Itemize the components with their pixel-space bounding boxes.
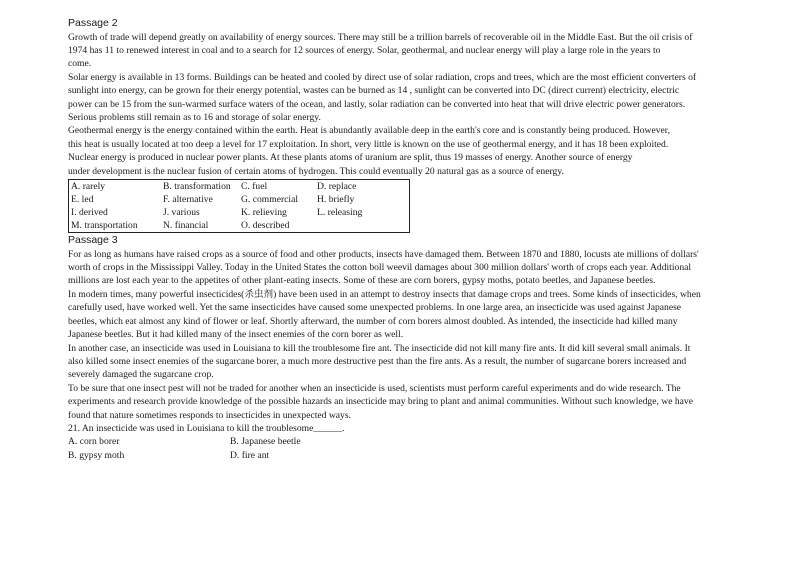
passage-2-line: Solar energy is available in 13 forms. Buildings can be heated and cooled by direct use of solar radiation, crops and trees, which are the most efficient converters of (68, 71, 697, 83)
passage-2-line: Geothermal energy is the energy contained within the earth. Heat is abundantly available deep in the earth's core and is constantly being produced. However, (68, 125, 670, 137)
word-options-table (68, 179, 410, 233)
passage-2-line: come. (68, 58, 92, 70)
passage-3-line: experiments and research provide knowledge of the possible hazards an insecticide may bring to plant and animal communities. Without such knowledge, we have (68, 396, 693, 408)
passage-3-line: beetles, which eat almost any kind of flower or leaf. Shortly afterward, the number of corn borers almost doubled. As intended, the insecticide had killed many (68, 315, 678, 327)
passage-2-line: under development is the nuclear fusion of certain atoms of hydrogen. This could eventually 20 natural gas as a source of energy. (68, 165, 564, 177)
options-row (69, 180, 410, 194)
passage-3-line: To be sure that one insect pest will not be traded for another when an insecticide is used, scientists must perform careful experiments and do wide research. The (68, 382, 681, 394)
word-option: E. led (71, 194, 94, 206)
passage-3-line: also killed some insect enemies of the sugarcane borer, a much more destructive pest than the fire ants. As a result, the number of sugarcane borers increased and (68, 355, 687, 367)
passage-2-body (68, 31, 730, 178)
answer-option[interactable]: B. gypsy moth (68, 449, 125, 461)
word-option (315, 219, 410, 233)
answer-option[interactable]: D. fire ant (230, 449, 270, 461)
word-option: K. relieving (241, 207, 287, 219)
passage-3-body (68, 248, 730, 422)
passage-3-line: In modern times, many powerful insecticides(杀虫剂) have been used in an attempt to destroy insects that damage crops and trees. Some kinds of insecticides, when (68, 288, 701, 300)
passage-2-line: sunlight into energy, can be grown for their energy potential, wastes can be burned as 14 , sunlight can be converted into DC (direct current) electricity, electric (68, 85, 680, 97)
passage-3-line: worth of crops in the Mississippi Valley. Today in the United States the cotton boll weevil damages about 300 million dollars' worth of crops each year. Additional (68, 262, 692, 274)
word-option: F. alternative (163, 194, 213, 206)
passage-2-line: this heat is usually located at too deep a level for 17 exploitation. In short, very little is known on the use of geothermal energy, and it has 18 been exploited. (68, 138, 669, 150)
passage-2-line: Nuclear energy is produced in nuclear power plants. At these plants atoms of uranium are split, thus 19 masses of energy. Another source of energy (68, 152, 633, 164)
word-option: H. briefly (317, 194, 355, 206)
options-row (69, 193, 410, 206)
options-row (69, 206, 410, 219)
passage-3-line: Japanese beetles. But it had killed many of the insect enemies of the corn borer as well. (68, 329, 404, 341)
word-option: G. commercial (241, 194, 299, 206)
answer-row (68, 449, 730, 462)
passage-3-line: carefully used, have worked well. Yet the same insecticides have caused some unexpected problems. In one large area, an insecticide was used against Japanese (68, 302, 682, 314)
word-option: D. replace (317, 181, 357, 193)
passage-2-line: 1974 has 11 to renewed interest in coal and to a search for 12 sources of energy. Solar, geothermal, and nuclear energy will play a large role in the years to (68, 45, 661, 56)
word-option: C. fuel (241, 181, 268, 193)
answer-option[interactable]: A. corn borer (68, 436, 120, 448)
answer-option[interactable]: B. Japanese beetle (230, 436, 301, 448)
word-option: L. releasing (317, 207, 363, 219)
options-row (69, 219, 410, 233)
passage-3-line: millions are lost each year to the appetites of other plant-eating insects. Some of these are corn borers, gypsy moths, potato beetles, and Japanese beetles. (68, 275, 656, 287)
passage-3-line: In another case, an insecticide was used in Louisiana to kill the troublesome fire ant. The insecticide did not kill many fire ants. It did kill several small animals. It (68, 342, 691, 354)
passage-2-line: power can be 15 from the sun-warmed surface waters of the ocean, and lastly, solar radiation can be converted into heat that will drive electric power generators. (68, 98, 686, 110)
word-option: M. transportation (71, 220, 138, 232)
word-option: J. various (163, 207, 200, 219)
answer-row (68, 435, 730, 448)
word-option: A. rarely (71, 181, 106, 193)
word-option: I. derived (71, 207, 108, 219)
question-21: 21. An insecticide was used in Louisiana to kill the troublesome______. (68, 422, 345, 434)
passage-2-line: Growth of trade will depend greatly on availability of energy sources. There may still be a trillion barrels of recoverable oil in the Middle East. But the oil crisis of (68, 31, 693, 43)
word-option: O. described (241, 220, 290, 232)
word-option: N. financial (163, 220, 209, 232)
passage-2-line: Serious problems still remain as to 16 and storage of solar energy. (68, 112, 321, 124)
passage-3-line: found that nature sometimes responds to insecticides in unexpected ways. (68, 409, 351, 421)
passage-2-title: Passage 2 (68, 17, 118, 29)
passage-3-title: Passage 3 (68, 234, 118, 247)
passage-3-line: For as long as humans have raised crops as a source of food and other products, insects have damaged them. Between 1870 and 1880, locusts ate millions of dollars' (68, 248, 699, 260)
word-option: B. transformation (163, 181, 231, 193)
answer-choices (68, 435, 730, 462)
document-page (68, 17, 730, 462)
passage-3-line: severely damaged the sugarcane crop. (68, 369, 214, 381)
